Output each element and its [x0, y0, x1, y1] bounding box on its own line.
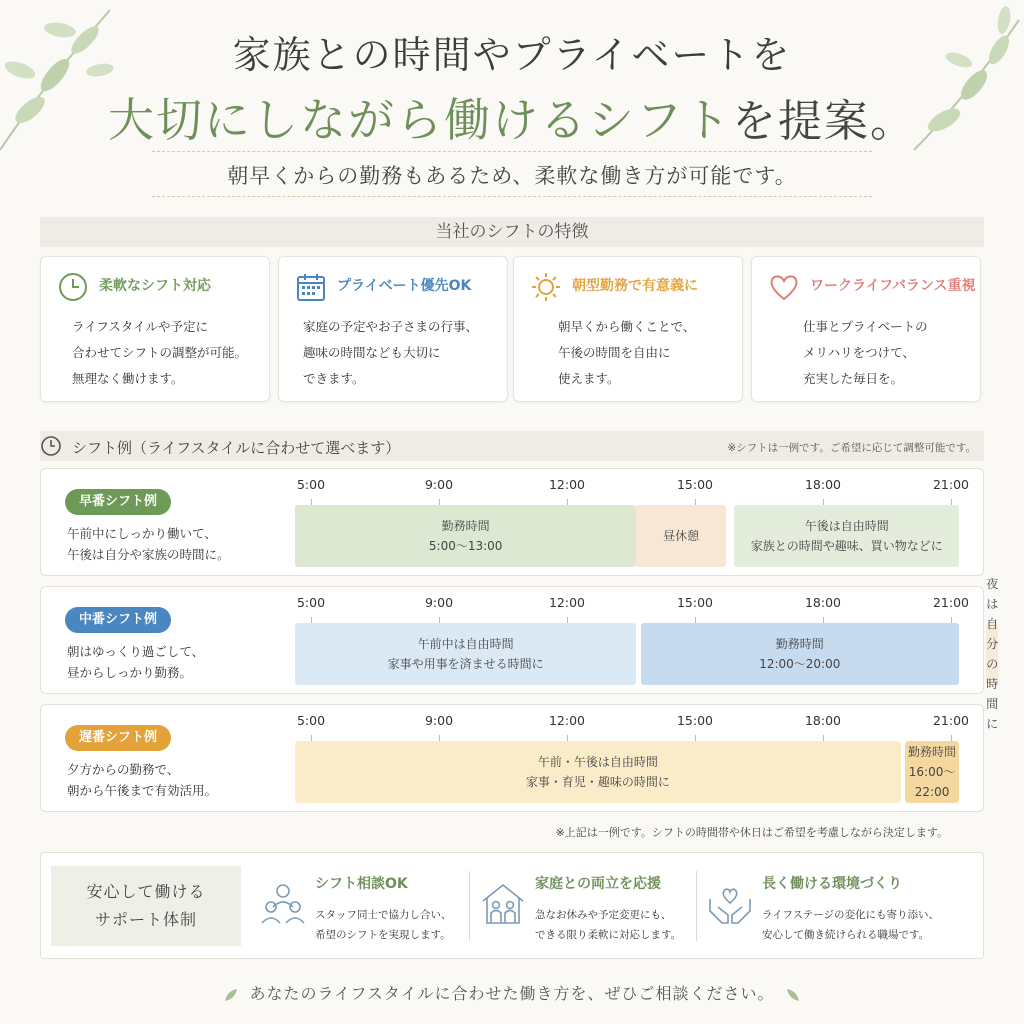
timeline-block-text: 16:00〜22:00 [908, 765, 956, 799]
timeline-block [295, 623, 636, 685]
timeline-block [986, 577, 999, 731]
feature-title: ワークライフバランス重視 [810, 278, 976, 294]
time-tick-label: 21:00 [932, 477, 970, 492]
heart-icon [768, 271, 800, 303]
feature-body [752, 314, 980, 392]
feature-card-morning [513, 256, 743, 402]
home-family-icon [479, 879, 527, 927]
page-title-line1: 家族との時間やプライベートを [232, 33, 792, 77]
feature-card-balance [751, 256, 981, 402]
feature-body [41, 314, 269, 392]
page-subtitle: 朝早くからの勤務もあるため、柔軟な働き方が可能です。 [227, 164, 797, 188]
features-heading: 当社のシフトの特徴 [40, 217, 984, 247]
time-tick-label: 12:00 [548, 713, 586, 728]
feature-line: できます。 [303, 371, 365, 386]
support-label-line: 安心して働ける [86, 882, 206, 901]
leaf-icon [223, 987, 239, 1003]
feature-title: 柔軟なシフト対応 [99, 278, 211, 294]
clock-icon [40, 435, 62, 457]
page-title-highlight: 大切にしながら働けるシフト [108, 93, 732, 147]
timeline-block-text: 家事や用事を済ませる時間に [387, 657, 544, 671]
timeline-block-text: 家事・育児・趣味の時間に [525, 775, 670, 789]
time-tick-label: 5:00 [296, 477, 326, 492]
timeline-block [295, 741, 901, 803]
heart-hands-icon [706, 879, 754, 927]
feature-body [514, 314, 742, 392]
feature-title: プライベート優先OK [337, 278, 472, 294]
support-item-line: 急なお休みや予定変更にも、 [535, 909, 672, 921]
timeline-block-text: 午後は自由時間 [804, 519, 889, 533]
support-section [40, 852, 984, 959]
support-item-body [762, 905, 939, 945]
divider [469, 871, 470, 941]
support-item-line: ライフステージの変化にも寄り添い、 [762, 909, 940, 921]
timeline-block [734, 505, 959, 567]
feature-line: 朝早くから働くことで、 [558, 319, 696, 334]
support-item-line: できる限り柔軟に対応します。 [535, 929, 682, 941]
timeline-block-text: 勤務時間 [441, 519, 490, 533]
time-axis [41, 477, 985, 503]
shift-description [67, 641, 204, 683]
shift-row-late [40, 704, 984, 812]
time-tick-label: 5:00 [296, 713, 326, 728]
support-item-body [315, 905, 452, 945]
page-title-line2 [0, 84, 1024, 150]
timeline-block-text: 昼休憩 [663, 529, 700, 543]
support-item-title: シフト相談OK [315, 876, 408, 892]
time-tick-label: 5:00 [296, 595, 326, 610]
shift-desc-line: 朝から午後まで有効活用。 [67, 783, 218, 798]
time-tick-label: 18:00 [804, 477, 842, 492]
shift-description [67, 759, 217, 801]
shift-badge: 早番シフト例 [65, 489, 171, 515]
support-label [51, 866, 241, 946]
shift-examples-title: シフト例（ライフスタイルに合わせて選べます） [72, 439, 401, 457]
shift-examples-note: ※シフトは一例です。ご希望に応じて調整可能です。 [727, 442, 976, 454]
shift-examples-header [40, 431, 984, 461]
support-item-line: スタッフ同士で協力し合い、 [315, 909, 452, 921]
divider [152, 196, 872, 197]
timeline-block [905, 741, 959, 803]
time-tick-label: 12:00 [548, 477, 586, 492]
timeline-block [641, 623, 959, 685]
divider [152, 151, 872, 152]
shift-desc-line: 夕方からの勤務で、 [67, 762, 180, 777]
feature-line: 無理なく働けます。 [72, 371, 184, 386]
shift-row-middle [40, 577, 999, 731]
feature-line: 使えます。 [558, 371, 620, 386]
time-tick-label: 15:00 [676, 595, 714, 610]
time-axis [41, 713, 985, 739]
time-tick-label: 9:00 [424, 595, 454, 610]
footer-text: あなたのライフスタイルに合わせた働き方を、ぜひご相談ください。 [249, 984, 775, 1003]
support-item-line: 希望のシフトを実現します。 [315, 929, 451, 941]
timeline-block-text: 12:00〜20:00 [759, 657, 841, 671]
timeline-block-text: 夜は自分の時間に [986, 577, 999, 731]
divider [696, 871, 697, 941]
time-tick-label: 18:00 [804, 713, 842, 728]
shift-desc-line: 午後は自分や家族の時間に。 [67, 547, 230, 562]
time-tick-label: 9:00 [424, 477, 454, 492]
feature-line: 仕事とプライベートの [803, 319, 928, 334]
feature-line: 合わせてシフトの調整が可能。 [72, 345, 248, 360]
support-item-title: 長く働ける環境づくり [762, 876, 902, 892]
feature-line: 充実した毎日を。 [803, 371, 904, 386]
sun-icon [530, 271, 562, 303]
shift-badge: 中番シフト例 [65, 607, 171, 633]
time-tick-label: 21:00 [932, 595, 970, 610]
time-tick-label: 15:00 [676, 713, 714, 728]
shift-desc-line: 昼からしっかり勤務。 [67, 665, 193, 680]
clock-icon [57, 271, 89, 303]
support-item-line: 安心して働き続けられる職場です。 [762, 929, 930, 941]
timeline-block-text: 午前・午後は自由時間 [537, 755, 658, 769]
timeline-block-text: 勤務時間 [908, 745, 957, 759]
support-label-line: サポート体制 [94, 910, 197, 929]
timeline-block [295, 505, 636, 567]
bottom-note: ※上記は一例です。シフトの時間帯や休日はご希望を考慮しながら決定します。 [555, 826, 948, 839]
support-item-title: 家庭との両立を応援 [535, 876, 661, 892]
support-item-long-term [698, 853, 978, 958]
shift-description [67, 523, 230, 565]
feature-line: 家庭の予定やお子さまの行事、 [303, 319, 479, 334]
page-title-tail: を提案。 [732, 96, 916, 147]
timeline-block-text: 家族との時間や趣味、買い物などに [750, 539, 943, 553]
shift-desc-line: 午前中にしっかり働いて、 [67, 526, 217, 541]
people-icon [259, 879, 307, 927]
support-item-body [535, 905, 681, 945]
feature-line: 午後の時間を自由に [558, 345, 671, 360]
support-item-shift-consult [251, 853, 467, 958]
feature-body [279, 314, 507, 392]
shift-badge: 遅番シフト例 [65, 725, 171, 751]
timeline-block [636, 505, 726, 567]
support-item-family [471, 853, 697, 958]
feature-line: メリハリをつけて、 [803, 345, 915, 360]
timeline-block-text: 勤務時間 [775, 637, 824, 651]
time-axis [41, 595, 985, 621]
footer [0, 981, 1024, 1004]
time-tick-label: 12:00 [548, 595, 586, 610]
feature-card-flexible [40, 256, 270, 402]
timeline-block-text: 午前中は自由時間 [417, 637, 514, 651]
feature-card-private [278, 256, 508, 402]
feature-title: 朝型勤務で有意義に [572, 278, 698, 294]
time-tick-label: 18:00 [804, 595, 842, 610]
time-tick-label: 9:00 [424, 713, 454, 728]
leaf-icon [785, 987, 801, 1003]
shift-desc-line: 朝はゆっくり過ごして、 [67, 644, 205, 659]
time-tick-label: 15:00 [676, 477, 714, 492]
shift-row-early [40, 468, 984, 576]
feature-line: 趣味の時間なども大切に [303, 345, 441, 360]
feature-line: ライフスタイルや予定に [72, 319, 209, 334]
timeline-block-text: 5:00〜13:00 [428, 539, 503, 553]
time-tick-label: 21:00 [932, 713, 970, 728]
calendar-icon [295, 271, 327, 303]
